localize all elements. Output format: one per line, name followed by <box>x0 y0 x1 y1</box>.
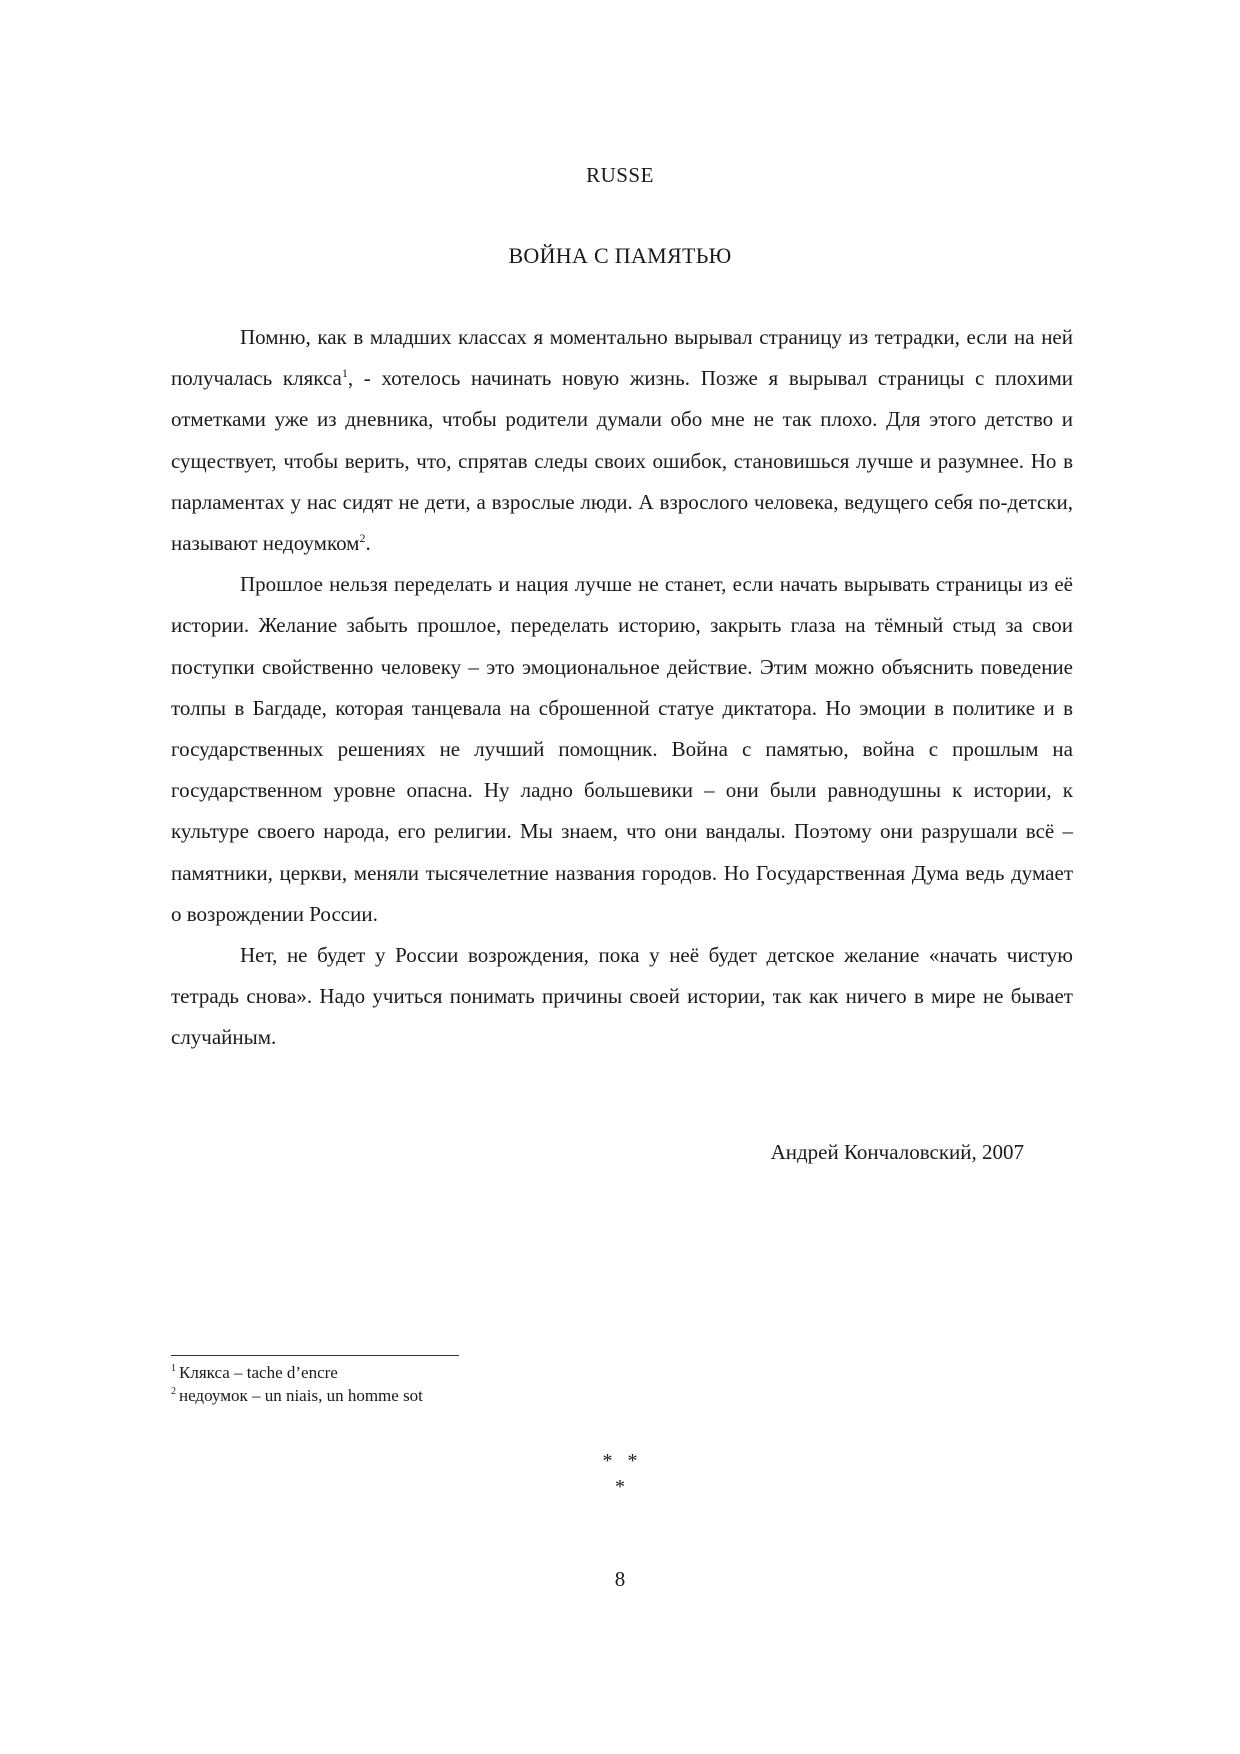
footnote-1 <box>171 1361 771 1384</box>
footnote-ref-1: 1 <box>341 366 348 381</box>
footnote-2-text: недоумок – un niais, un homme sot <box>179 1386 423 1405</box>
footnote-1-text: Клякса – tache d’encre <box>179 1363 338 1382</box>
paragraph-1-text-b: , - хотелось начинать новую жизнь. Позже я вырывал страницы с плохими отметками уже из дневника, чтобы родители думали обо мне не так плохо. Для этого детство и существует, чтобы верить, что, спрятав следы своих ошибок, становишься лучше и разумнее. Но в парламентах у нас сидят не дети, а взрослые люди. А взрослого человека, ведущего себя по-детски, называют недоумком <box>171 366 1073 556</box>
asterism-ornament <box>0 1448 1240 1500</box>
asterism-line-2: * <box>615 1476 625 1498</box>
footnote-2 <box>171 1384 771 1407</box>
page-number: 8 <box>614 1567 626 1591</box>
paragraph-1-text-c: . <box>365 531 371 556</box>
footnote-1-marker: 1 <box>171 1363 176 1375</box>
footnotes <box>171 1361 771 1407</box>
article-body <box>171 317 1073 1059</box>
footnote-divider <box>171 1355 459 1356</box>
page-title: ВОЙНА С ПАМЯТЬЮ <box>508 243 732 268</box>
section-label: RUSSE <box>586 163 654 187</box>
paragraph-2: Прошлое нельзя переделать и нация лучше не станет, если начать вырывать страницы из её истории. Желание забыть прошлое, переделать историю, закрыть глаза на тёмный стыд за свои поступки свойственно человеку – это эмоциональное действие. Этим можно объяснить поведение толпы в Багдаде, которая танцевала на сброшенной статуе диктатора. Но эмоции в политике и в государственных решениях не лучший помощник. Война с памятью, война с прошлым на государственном уровне опасна. Ну ладно большевики – они были равнодушны к истории, к культуре своего народа, его религии. Мы знаем, что они вандалы. Поэтому они разрушали всё – памятники, церкви, меняли тысячелетние названия городов. Но Государственная Дума ведь думает о возрождении России. <box>171 572 1073 926</box>
asterism-line-1: * * <box>602 1450 638 1472</box>
paragraph-1 <box>171 317 1073 564</box>
author-signature: Андрей Кончаловский, 2007 <box>770 1140 1024 1164</box>
paragraph-3: Нет, не будет у России возрождения, пока у неё будет детское желание «начать чистую тетрадь снова». Надо учиться понимать причины своей истории, так как ничего в мире не бывает случайным. <box>171 943 1073 1050</box>
paragraph-1-text-a: Помню, как в младших классах я моментально вырывал страницу из тетрадки, если на ней получалась клякса <box>171 325 1073 391</box>
footnote-2-marker: 2 <box>171 1386 176 1398</box>
footnote-ref-2: 2 <box>359 531 366 546</box>
